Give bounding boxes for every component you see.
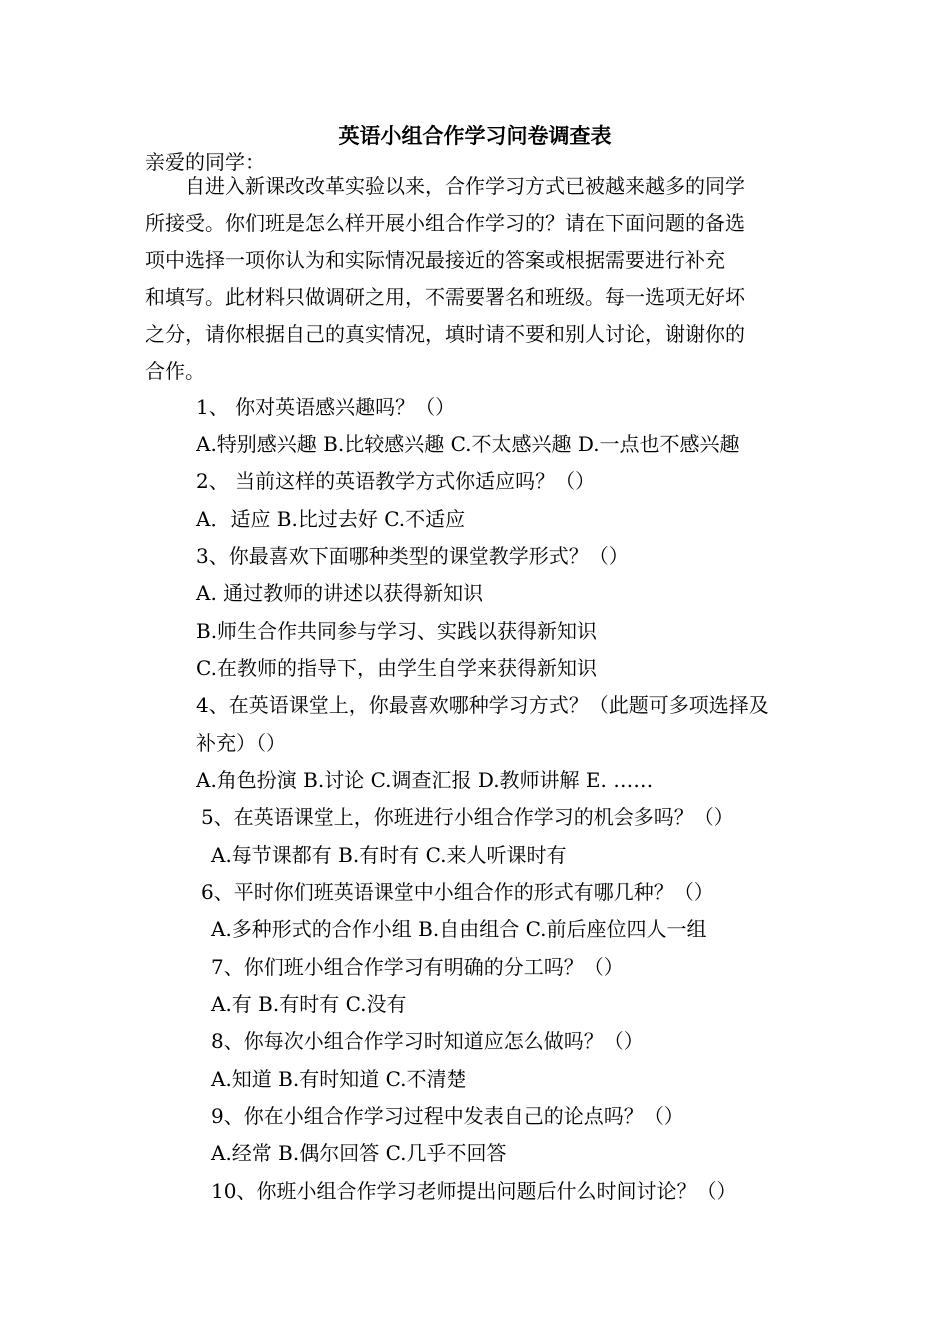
options-8: A.知道 B.有时知道 C.不清楚 bbox=[211, 1067, 467, 1091]
intro-line: 自进入新课改改革实验以来，合作学习方式已被越来越多的同学 bbox=[185, 174, 745, 198]
options-9: A.经常 B.偶尔回答 C.几乎不回答 bbox=[211, 1141, 507, 1165]
intro-line: 和填写。此材料只做调研之用，不需要署名和班级。每一选项无好坏 bbox=[145, 285, 745, 309]
question-1: 1、 你对英语感兴趣吗？（） bbox=[196, 395, 456, 419]
options-2: A．适应 B.比过去好 C.不适应 bbox=[196, 507, 466, 531]
options-4: A.角色扮演 B.讨论 C.调查汇报 D.教师讲解 E. …… bbox=[196, 768, 654, 792]
option-3a: A. 通过教师的讲述以获得新知识 bbox=[196, 581, 484, 605]
option-3c: C.在教师的指导下，由学生自学来获得新知识 bbox=[196, 656, 597, 680]
options-1: A.特别感兴趣 B.比较感兴趣 C.不太感兴趣 D.一点也不感兴趣 bbox=[196, 432, 740, 456]
question-4: 4、在英语课堂上，你最喜欢哪种学习方式？（此题可多项选择及 bbox=[196, 693, 769, 717]
question-2: 2、 当前这样的英语教学方式你适应吗？（） bbox=[196, 469, 596, 493]
intro-paragraph bbox=[145, 168, 815, 390]
question-3: 3、你最喜欢下面哪种类型的课堂教学形式？（） bbox=[196, 544, 629, 568]
option-3b: B.师生合作共同参与学习、实践以获得新知识 bbox=[196, 619, 598, 643]
question-5: 5、在英语课堂上，你班进行小组合作学习的机会多吗？（） bbox=[201, 805, 734, 829]
document-title: 英语小组合作学习问卷调查表 bbox=[338, 123, 612, 148]
greeting: 亲爱的同学： bbox=[145, 150, 265, 174]
options-6: A.多种形式的合作小组 B.自由组合 C.前后座位四人一组 bbox=[211, 917, 707, 941]
question-4-cont: 补充）（） bbox=[196, 731, 286, 755]
question-9: 9、你在小组合作学习过程中发表自己的论点吗？（） bbox=[211, 1104, 684, 1128]
question-7: 7、你们班小组合作学习有明确的分工吗？（） bbox=[211, 955, 624, 979]
question-8: 8、你每次小组合作学习时知道应怎么做吗？（） bbox=[211, 1029, 644, 1053]
intro-line: 合作。 bbox=[145, 359, 205, 383]
options-5: A.每节课都有 B.有时有 C.来人听课时有 bbox=[211, 843, 567, 867]
intro-line: 之分，请你根据自己的真实情况，填时请不要和别人讨论，谢谢你的 bbox=[145, 322, 745, 346]
question-10: 10、你班小组合作学习老师提出问题后什么时间讨论？（） bbox=[211, 1179, 737, 1203]
options-7: A.有 B.有时有 C.没有 bbox=[211, 992, 407, 1016]
intro-line: 所接受。你们班是怎么样开展小组合作学习的？请在下面问题的备选 bbox=[145, 211, 745, 235]
question-6: 6、平时你们班英语课堂中小组合作的形式有哪几种？（） bbox=[201, 880, 714, 904]
intro-line: 项中选择一项你认为和实际情况最接近的答案或根据需要进行补充 bbox=[145, 248, 725, 272]
